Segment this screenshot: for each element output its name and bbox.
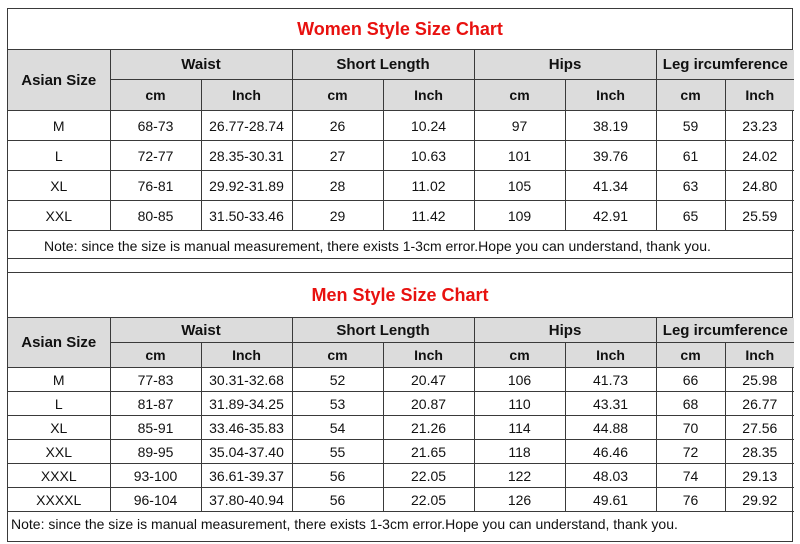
unit-header: Inch [383,343,474,368]
table-row [8,111,794,141]
table-row [8,488,794,512]
table-cell: 56 [292,464,383,488]
table-row [8,464,794,488]
table-cell: 43.31 [565,392,656,416]
table-cell: 76-81 [110,171,201,201]
leg-circumference-header: Leg ircumference [656,50,794,80]
leg-circumference-header: Leg ircumference [656,318,794,343]
table-cell: 76 [656,488,725,512]
table-cell: 68 [656,392,725,416]
table-cell: 46.46 [565,440,656,464]
women-header-row [8,50,794,80]
table-cell: 39.76 [565,141,656,171]
table-cell: 96-104 [110,488,201,512]
table-cell: 27.56 [725,416,794,440]
table-cell: 11.02 [383,171,474,201]
table-cell: 26 [292,111,383,141]
hips-header: Hips [474,318,656,343]
table-cell: 31.89-34.25 [201,392,292,416]
women-unit-row [8,80,794,111]
table-cell: 26.77 [725,392,794,416]
table-cell: 36.61-39.37 [201,464,292,488]
unit-header: cm [474,80,565,111]
table-cell: 89-95 [110,440,201,464]
table-cell: 74 [656,464,725,488]
asian-size-header: Asian Size [8,318,110,368]
table-cell: 27 [292,141,383,171]
unit-header: cm [656,80,725,111]
table-cell: 85-91 [110,416,201,440]
table-cell: 53 [292,392,383,416]
women-size-chart [7,8,793,259]
women-table-body [8,111,794,231]
size-label-cell: XXL [8,201,110,231]
unit-header: Inch [565,343,656,368]
table-row [8,171,794,201]
table-cell: 97 [474,111,565,141]
unit-header: Inch [201,343,292,368]
table-cell: 22.05 [383,488,474,512]
table-cell: 77-83 [110,368,201,392]
men-header-row [8,318,794,343]
unit-header: cm [110,343,201,368]
size-label-cell: M [8,111,110,141]
table-cell: 41.34 [565,171,656,201]
women-note: Note: since the size is manual measurement, there exists 1-3cm error.Hope you can understand, thank you. [44,237,711,254]
table-cell: 110 [474,392,565,416]
table-cell: 24.80 [725,171,794,201]
unit-header: cm [474,343,565,368]
size-label-cell: XXL [8,440,110,464]
table-cell: 65 [656,201,725,231]
table-cell: 24.02 [725,141,794,171]
table-cell: 63 [656,171,725,201]
table-cell: 11.42 [383,201,474,231]
table-cell: 80-85 [110,201,201,231]
table-cell: 21.65 [383,440,474,464]
table-cell: 72 [656,440,725,464]
table-cell: 29.13 [725,464,794,488]
table-cell: 28.35 [725,440,794,464]
table-cell: 31.50-33.46 [201,201,292,231]
size-label-cell: M [8,368,110,392]
table-cell: 25.59 [725,201,794,231]
size-label-cell: L [8,141,110,171]
table-cell: 93-100 [110,464,201,488]
unit-header: cm [656,343,725,368]
women-note-row [8,231,794,261]
unit-header: cm [110,80,201,111]
table-cell: 126 [474,488,565,512]
table-cell: 81-87 [110,392,201,416]
table-cell: 70 [656,416,725,440]
table-row [8,141,794,171]
table-cell: 101 [474,141,565,171]
table-cell: 29.92 [725,488,794,512]
table-cell: 29 [292,201,383,231]
size-label-cell: XXXXL [8,488,110,512]
unit-header: Inch [725,343,794,368]
hips-header: Hips [474,50,656,80]
table-cell: 49.61 [565,488,656,512]
unit-header: cm [292,80,383,111]
table-cell: 59 [656,111,725,141]
table-cell: 72-77 [110,141,201,171]
table-cell: 118 [474,440,565,464]
table-cell: 33.46-35.83 [201,416,292,440]
table-cell: 55 [292,440,383,464]
table-cell: 10.63 [383,141,474,171]
women-size-table [8,50,794,260]
table-cell: 61 [656,141,725,171]
section-divider [7,259,793,272]
size-label-cell: XL [8,171,110,201]
table-cell: 20.47 [383,368,474,392]
table-cell: 35.04-37.40 [201,440,292,464]
men-table-body [8,368,794,512]
men-unit-row [8,343,794,368]
size-label-cell: L [8,392,110,416]
table-cell: 48.03 [565,464,656,488]
unit-header: Inch [383,80,474,111]
table-cell: 105 [474,171,565,201]
women-chart-title: Women Style Size Chart [8,9,792,50]
table-cell: 68-73 [110,111,201,141]
table-cell: 37.80-40.94 [201,488,292,512]
table-cell: 66 [656,368,725,392]
table-cell: 38.19 [565,111,656,141]
unit-header: cm [292,343,383,368]
table-row [8,440,794,464]
waist-header: Waist [110,50,292,80]
table-cell: 28.35-30.31 [201,141,292,171]
size-label-cell: XXXL [8,464,110,488]
table-cell: 114 [474,416,565,440]
table-cell: 44.88 [565,416,656,440]
table-row [8,368,794,392]
unit-header: Inch [201,80,292,111]
table-cell: 10.24 [383,111,474,141]
table-row [8,392,794,416]
unit-header: Inch [565,80,656,111]
size-label-cell: XL [8,416,110,440]
waist-header: Waist [110,318,292,343]
table-cell: 56 [292,488,383,512]
short-length-header: Short Length [292,318,474,343]
table-cell: 30.31-32.68 [201,368,292,392]
table-cell: 25.98 [725,368,794,392]
men-size-table [8,318,794,535]
men-note: Note: since the size is manual measurement, there exists 1-3cm error.Hope you can understand, thank you. [11,515,678,532]
table-cell: 109 [474,201,565,231]
table-cell: 106 [474,368,565,392]
table-cell: 29.92-31.89 [201,171,292,201]
men-size-chart [7,272,793,542]
table-cell: 54 [292,416,383,440]
men-note-row [8,512,794,536]
table-cell: 52 [292,368,383,392]
table-cell: 23.23 [725,111,794,141]
table-cell: 28 [292,171,383,201]
men-chart-title: Men Style Size Chart [8,273,792,318]
table-cell: 122 [474,464,565,488]
table-cell: 41.73 [565,368,656,392]
unit-header: Inch [725,80,794,111]
asian-size-header: Asian Size [8,50,110,111]
table-cell: 22.05 [383,464,474,488]
table-cell: 21.26 [383,416,474,440]
table-row [8,416,794,440]
table-cell: 42.91 [565,201,656,231]
short-length-header: Short Length [292,50,474,80]
table-cell: 26.77-28.74 [201,111,292,141]
table-row [8,201,794,231]
table-cell: 20.87 [383,392,474,416]
